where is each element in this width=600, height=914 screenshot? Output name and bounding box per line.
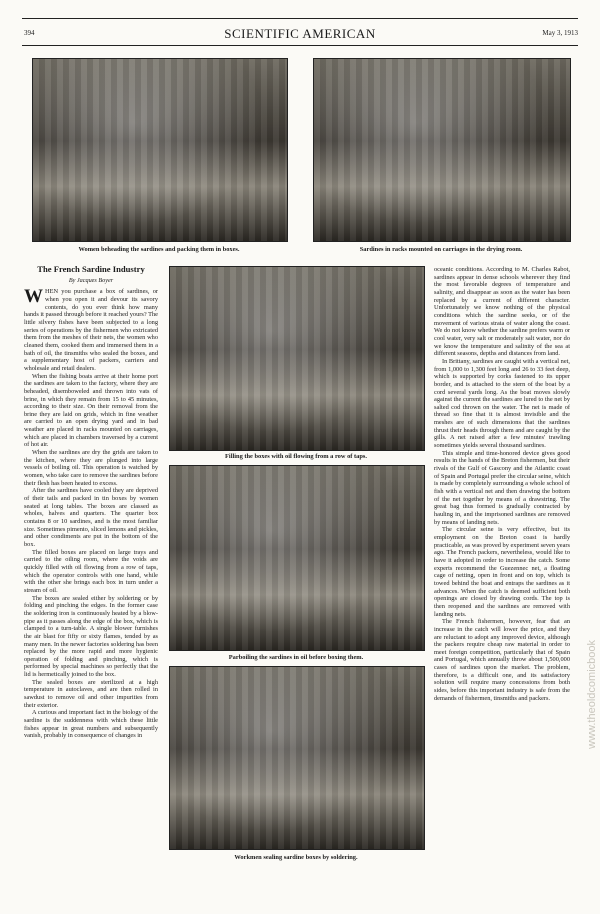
paragraph: The circular seine is very effective, but its employment on the Breton coast is hardly practicable, as was proved by experiment seven years ago. The French packers, nevertheless, would like to have it adopted in order to increase the catch. Some experts recommend the Guezennec net, a floating cage of netting, open in front and on top, which is towed behind the boat and entraps the sardines as it advances. When the catch is deemed sufficient both openings are closed by drawing cords. The top is then reopened and the sardines are removed with landing nets. <box>434 526 570 618</box>
caption-drying-room: Sardines in racks mounted on carriages in the drying room. <box>359 246 523 253</box>
article-byline: By Jacques Boyer <box>68 276 114 284</box>
paragraph: After the sardines have cooled they are deprived of their tails and packed in tin boxes by women seated at long tables. The boxes are classed as wholes, halves and quarters. The quarter box contains 8 or 10 sardines, and is the most familiar size. Sometimes pimento, sliced lemons and pickles, and other condiments are put in the bottom of the box. <box>24 487 158 548</box>
photo-women-beheading <box>32 58 288 242</box>
photo-parboiling <box>169 465 425 651</box>
paragraph: This simple and time-honored device gives good results in the hands of the Breton fishermen, but their rivals of the Gulf of Gascony and the Atlantic coast of Spain and Portugal prefer the circular seine, which is made by completely surrounding a whole school of fish with a vertical net and then drawing the bottom of the net together by means of a drawstring. The great bag thus formed is gradually contracted by hauling in, and the imprisoned sardines are removed by means of landing nets. <box>434 449 571 526</box>
photo-filling-boxes <box>169 266 425 451</box>
paragraph: oceanic conditions. According to M. Charles Rabot, sardines appear in dense schools wherever they find the most favorable degrees of temperature and salinity, and disappear as soon as the water has been replaced by a current of different character. Unfortunately we know nothing of the physical conditions which the sardine seeks, or of the movement of various strata of water along the coast. We do not know whether the sardine prefers warm or cool water, very salt or moderately salt water, nor do we know the temperature and salinity of the sea at different seasons, depths and distances from land. <box>434 266 570 358</box>
page-number: 394 <box>24 29 35 37</box>
paragraph: The sealed boxes are sterilized at a high temperature in autoclaves, and are then rolled in sawdust to remove oil and other impurities from their exterior. <box>24 678 158 709</box>
article-right-column <box>434 266 570 702</box>
paragraph: When the sardines are dry the grids are taken to the kitchen, where they are plunged into large vessels of boiling oil. This operation is watched by women, who take care to remove the sardines before their flesh has been heated to excess. <box>24 449 158 487</box>
paragraph: In Brittany, sardines are caught with a vertical net, from 1,000 to 1,300 feet long and 26 to 33 feet deep, which is supported by corks fastened to its upper border, and is attached to the stern of the boat by a cord several yards long. As the boat moves slowly against the current the sardines are lured to the net by salted cod thrown on the water. The net is made of thread so fine that it is almost invisible and the meshes are of such dimensions that the sardines thrust their heads through them and are caught by the gills. A net raised after a few minutes' trawling sometimes yields several thousand sardines. <box>434 357 570 450</box>
paragraph: The filled boxes are placed on large trays and carried to the oiling room, where the voids are quickly filled with oil flowing from a row of taps, which the operator controls with one hand, while with the other she brings each box in turn under a stream of oil. <box>24 548 158 594</box>
caption-women-beheading: Women beheading the sardines and packing them in boxes. <box>78 246 240 253</box>
issue-date: May 3, 1913 <box>542 29 578 37</box>
watermark: www.theoldcomicbook <box>586 640 598 749</box>
article-title: The French Sardine Industry <box>37 264 145 274</box>
caption-soldering: Workmen sealing sardine boxes by soldering. <box>234 854 358 861</box>
paragraph: The French fishermen, however, fear that an increase in the catch will lower the price, and they are reluctant to adopt any improved device, although the packers require cheap raw material in order to meet foreign competition, particularly that of Spain and Portugal, which annually throw about 1,500,000 cases of sardines upon the market. The problem, therefore, is a difficult one, and its satisfactory solution will require many concessions from both sides, before this important industry is safe from the demands of fishermen, tinsmiths and packers. <box>434 618 570 702</box>
drop-cap: W <box>24 286 43 308</box>
caption-parboiling: Parboiling the sardines in oil before boxing them. <box>228 654 364 661</box>
article-left-column <box>24 266 158 740</box>
paragraph: When the fishing boats arrive at their home port the sardines are taken to the factory, where they are beheaded, disemboweled and thrown into vats of brine, in which they remain from 15 to 45 minutes, according to their size. On their removal from the brine they are laid on grids, which in fine weather are carried to an open drying yard and in bad weather are placed in racks mounted on carriages, which are placed in chambers traversed by a current of hot air. <box>24 372 158 449</box>
photo-drying-room <box>313 58 571 242</box>
header-bottom-rule <box>22 45 578 46</box>
paragraph: The boxes are sealed either by soldering or by folding and pinching the edges. In the former case the soldering iron is continuously heated by a blow-pipe as it passes along the edge of the box, which is clamped to a turn-table. A single blower furnishes the air blast for fifty or sixty flames, tended by as many men. In the newer factories soldering has been replaced by the more rapid and more hygienic operation of folding and pinching, which is performed by special machines so perfectly that the lid is hermetically joined to the box. <box>24 594 158 679</box>
header-top-rule <box>22 18 578 19</box>
photo-soldering <box>169 666 425 850</box>
paragraph: WHEN you purchase a box of sardines, or when you open it and devour its savory contents, do you ever think how many hands it passed through before it reached yours? The little silvery fishes have been subjected to a long series of operations by the fishermen who extricated them from the meshes of their nets, the women who cleaned them, cooked them and immersed them in a bath of oil, the tinsmiths who sealed the boxes, and a supplementary host of packers, carriers and wholesale and retail dealers. <box>24 286 158 372</box>
caption-filling-boxes: Filling the boxes with oil flowing from a row of taps. <box>225 453 367 460</box>
paragraph: A curious and important fact in the biology of the sardine is the suddenness with which these little fishes appear in great numbers and subsequently vanish, probably in consequence of changes in <box>24 709 158 740</box>
magazine-title: SCIENTIFIC AMERICAN <box>224 26 376 41</box>
